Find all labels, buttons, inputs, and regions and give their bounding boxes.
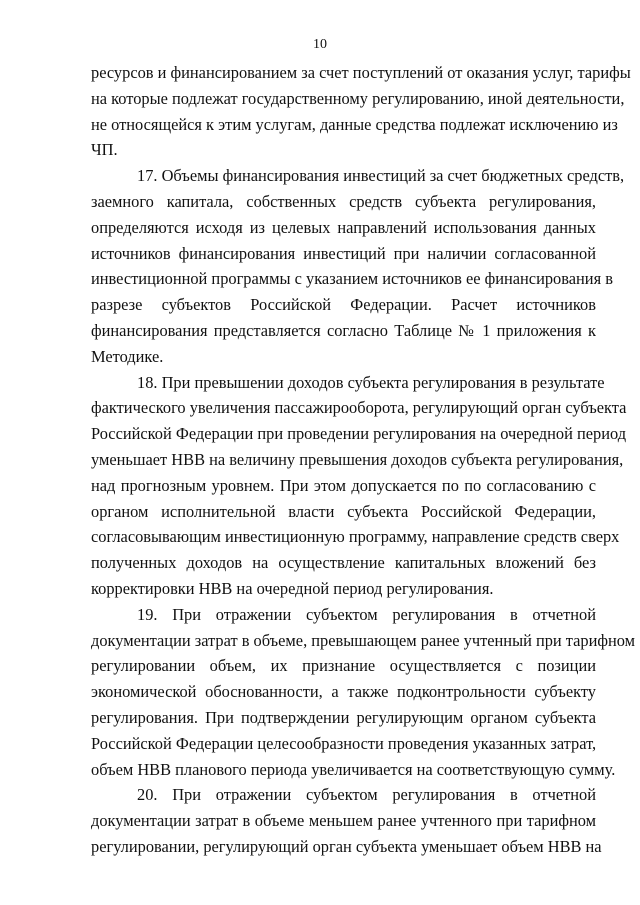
text-line: корректировки НВВ на очередной период регулирования.: [91, 578, 494, 598]
text-line: 18. При превышении доходов субъекта регулирования в результате: [137, 372, 605, 392]
text-line: Российской Федерации целесообразности проведения указанных затрат,: [91, 733, 597, 753]
paragraph-p20: [91, 782, 602, 859]
text-line: регулирования. При подтверждении регулирующим органом субъекта: [91, 707, 596, 727]
text-line: 17. Объемы финансирования инвестиций за счет бюджетных средств,: [137, 166, 625, 186]
text-line: ресурсов и финансированием за счет поступлений от оказания услуг, тарифы: [91, 63, 631, 82]
text-line: Российской Федерации при проведении регулирования на очередной период: [91, 424, 627, 444]
text-line: согласовывающим инвестиционную программу, направление средств сверх: [91, 527, 620, 547]
text-line: полученных доходов на осуществление капитальных вложений без: [91, 553, 596, 573]
text-line: документации затрат в объеме, превышающем ранее учтенный при тарифном: [91, 630, 636, 650]
text-line: источников финансирования инвестиций при наличии согласованной: [91, 243, 596, 263]
page-number: 10: [313, 37, 327, 52]
text-line: ЧП.: [91, 140, 118, 160]
text-line: экономической обоснованности, а также подконтрольности субъекту: [91, 682, 596, 702]
text-line: Методике.: [91, 346, 164, 366]
text-line: не относящейся к этим услугам, данные средства подлежат исключению из: [91, 114, 618, 134]
text-line: регулировании, регулирующий орган субъекта уменьшает объем НВВ на: [91, 836, 602, 856]
text-line: уменьшает НВВ на величину превышения доходов субъекта регулирования,: [91, 449, 624, 469]
text-line: на которые подлежат государственному регулированию, иной деятельности,: [91, 88, 625, 108]
paragraph-p17: [91, 163, 625, 369]
text-line: регулировании объем, их признание осуществляется с позиции: [91, 656, 596, 676]
text-line: определяются исходя из целевых направлений использования данных: [91, 217, 596, 237]
text-line: финансирования представляется согласно Таблице № 1 приложения к: [91, 320, 596, 340]
text-line: инвестиционной программы с указанием источников ее финансирования в: [91, 269, 613, 289]
text-line: фактического увеличения пассажирооборота, регулирующий орган субъекта: [91, 398, 627, 418]
text-line: объем НВВ планового периода увеличивается на соответствующую сумму.: [91, 759, 616, 779]
text-line: 19. При отражении субъектом регулирования в отчетной: [137, 604, 596, 624]
text-line: 20. При отражении субъектом регулирования в отчетной: [137, 785, 596, 805]
text-line: документации затрат в объеме меньшем ранее учтенного при тарифном: [91, 811, 596, 831]
text-line: над прогнозным уровнем. При этом допускается по по согласованию с: [91, 475, 596, 495]
paragraph-p18: [91, 370, 627, 602]
document-body: [91, 60, 636, 860]
text-line: разрезе субъектов Российской Федерации. Расчет источников: [91, 295, 596, 315]
paragraph-p19: [91, 602, 636, 783]
text-line: заемного капитала, собственных средств субъекта регулирования,: [91, 191, 596, 211]
paragraph-p-continued: [91, 60, 631, 163]
text-line: органом исполнительной власти субъекта Российской Федерации,: [91, 501, 596, 521]
